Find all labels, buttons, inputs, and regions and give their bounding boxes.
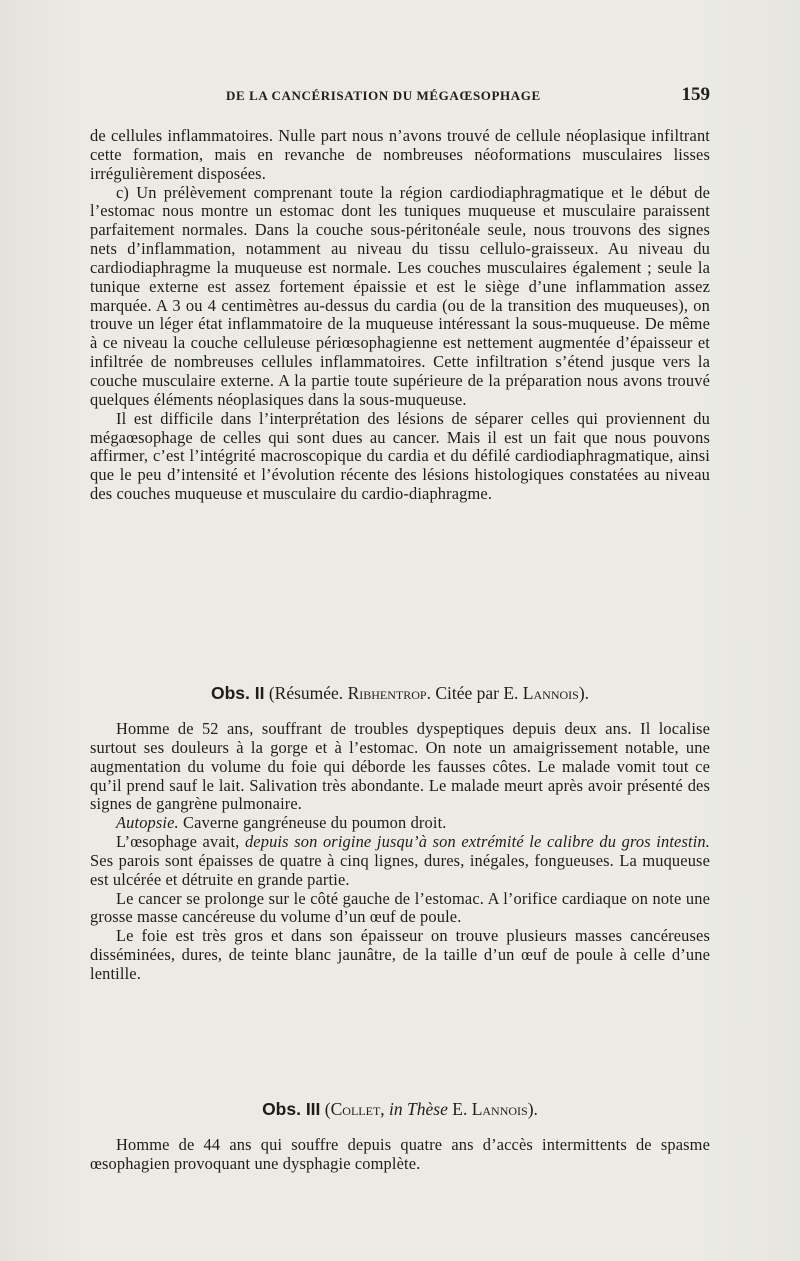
author-name: Collet — [330, 1099, 381, 1119]
running-title: DE LA CANCÉRISATION DU MÉGAŒSOPHAGE — [226, 88, 541, 103]
paragraph: Autopsie. Caverne gangréneuse du poumon droit. — [116, 813, 447, 833]
page-number: 159 — [681, 84, 710, 105]
obs-2-heading: Obs. II (Résumée. Ribhentrop. Citée par E. Lannois). — [210, 683, 590, 703]
paragraph: de cellules inflammatoires. Nulle part nous n’avons trouvé de cellule néoplasique infiltrant cette formation, mais en revanche de nombreuses néoformations musculaires lisses irrégulièrement disposées. — [90, 126, 710, 183]
italic-phrase: depuis son origine jusqu’à son extrémité le calibre du gros intestin. — [244, 832, 710, 852]
obs-3-text — [90, 1136, 710, 1174]
paragraph: Le foie est très gros et dans son épaisseur on trouve plusieurs masses cancéreuses disséminées, dures, de teinte blanc jaunâtre, de la taille d’un œuf de poule à celle d’une lentille. — [90, 926, 710, 983]
author-name: Ribhentrop — [347, 683, 427, 703]
obs-label: Obs. III — [262, 1099, 321, 1119]
paragraph: Homme de 52 ans, souffrant de troubles dyspeptiques depuis deux ans. Il localise surtout ses douleurs à la gorge et à l’estomac. On note un amaigrissement notable, une augmentation du volume du foie qui déborde les fausses côtes. Le malade vomit tout ce qu’il prend sauf le lait. Salivation très abondante. Le malade meurt après avoir présenté des signes de gangrène pulmonaire. — [90, 719, 710, 814]
running-head — [90, 84, 710, 110]
paragraph: Il est difficile dans l’interprétation des lésions de séparer celles qui proviennent du mégaœsophage de celles qui sont dues au cancer. Mais il est un fait que nous pouvons affirmer, c’est l’intégrité macroscopique du cardia et du défilé cardiodiaphragmatique, ainsi que le peu d’intensité et l’évolution récente des lésions histologiques constatées au niveau des couches muqueuse et musculaire du cardio-diaphragme. — [90, 408, 710, 504]
autopsie-label: Autopsie. — [116, 813, 179, 833]
obs-2-text — [90, 720, 710, 984]
cited-author: Lannois — [522, 683, 579, 703]
obs-label: Obs. II — [210, 683, 265, 703]
paragraph: L’œsophage avait, depuis son origine jusqu’à son extrémité le calibre du gros intestin. Ses parois sont épaisses de quatre à cinq lignes, dures, inégales, fongueuses. La muqueuse est ulcérée et détruite en grande partie. — [90, 832, 710, 889]
paragraph: Le cancer se prolonge sur le côté gauche de l’estomac. A l’orifice cardiaque on note une grosse masse cancéreuse du volume d’un œuf de poule. — [90, 888, 710, 927]
cited-author: Lannois — [471, 1099, 528, 1119]
paragraph: Homme de 44 ans qui souffre depuis quatre ans d’accès intermittents de spasme œsophagien provoquant une dysphagie complète. — [90, 1135, 710, 1173]
these-word: Thèse — [407, 1099, 448, 1119]
section-continued-text — [90, 127, 710, 504]
obs-3-heading: Obs. III (Collet, in Thèse E. Lannois). — [262, 1099, 538, 1119]
paragraph: c) Un prélèvement comprenant toute la région cardiodiaphragmatique et le début de l’estomac nous montre un estomac dont les tuniques muqueuse et musculaire paraissent parfaitement normales. Dans la couche sous-péritonéale seule, nous trouvons des signes nets d’inflammation, notamment au niveau du tissu cellulo-graisseux. Au niveau du cardiodiaphragme la muqueuse est normale. Les couches musculaires également ; seule la tunique externe est assez fortement épaissie et est le siège d’une inflammation assez marquée. A 3 ou 4 centimètres au-dessus du cardia (ou de la transition des muqueuses), on trouve un léger état inflammatoire de la muqueuse intéressant la sous-muqueuse. De même à ce niveau la couche celluleuse périœsophagienne est nettement augmentée d’épaisseur et infiltrée de nombreuses cellules inflammatoires. Cette infiltration s’étend jusque vers la couche musculaire externe. A la partie toute supérieure de la préparation nous avons trouvé quelques éléments néoplasiques dans la sous-muqueuse. — [90, 182, 710, 409]
